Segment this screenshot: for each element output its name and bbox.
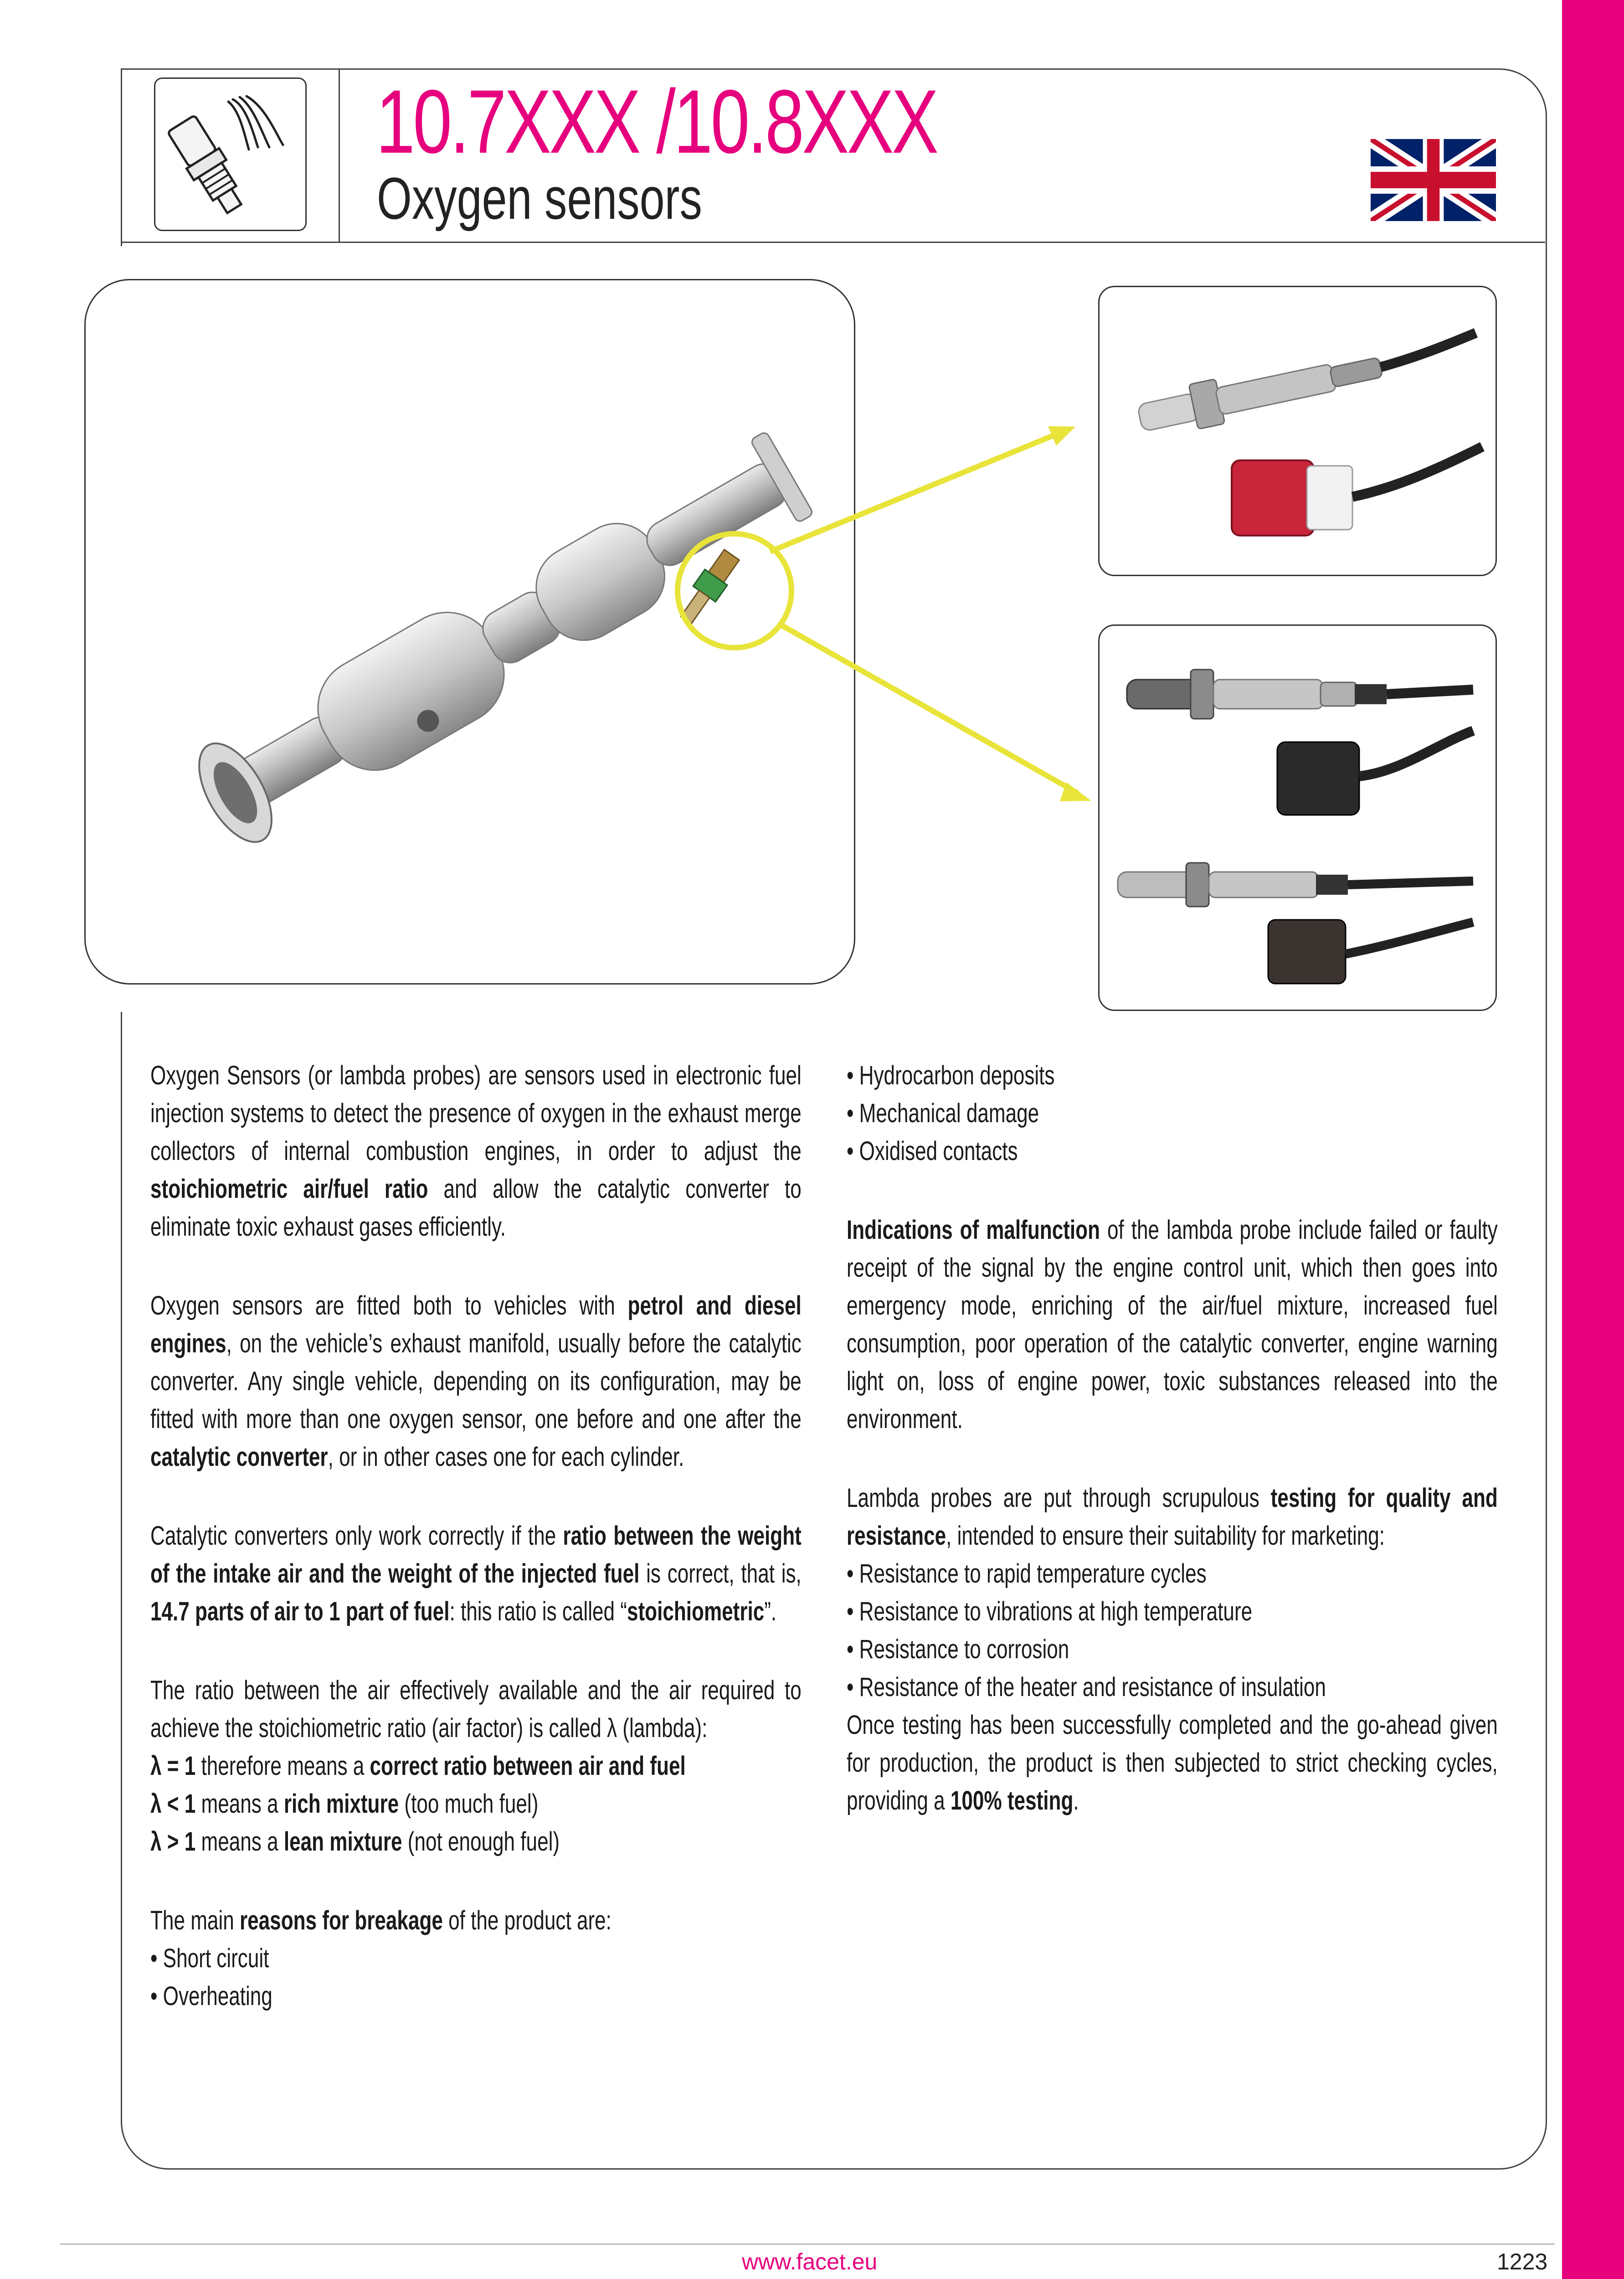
uk-flag-icon: [1371, 139, 1496, 221]
stoichiometric-paragraph: Catalytic converters only work correctly if the ratio between the weight of the intake air and the weight of the injected fuel is correct, that is, 14.7 parts of air to 1 part of fuel: this ratio is called “stoichiometric”.: [150, 1521, 802, 1626]
footer-divider: [60, 2243, 1555, 2245]
test-item: • Resistance to corrosion: [847, 1634, 1069, 1664]
header-divider-line: [122, 242, 1545, 243]
breakage-item: • Mechanical damage: [847, 1098, 1039, 1128]
breakage-item: • Oxidised contacts: [847, 1136, 1018, 1166]
lambda-line: λ > 1 means a lean mixture (not enough fuel): [150, 1827, 560, 1856]
testing-paragraph: Lambda probes are put through scrupulous testing for quality and resistance, intended to ensure their suitability for marketing:: [847, 1483, 1498, 1551]
lambda-paragraph: The ratio between the air effectively available and the air required to achieve the stoichiometric ratio (air factor) is called λ (lambda):: [150, 1676, 802, 1743]
intro-paragraph: Oxygen Sensors (or lambda probes) are sensors used in electronic fuel injection systems to detect the presence of oxygen in the exhaust merge collectors of internal combustion engines, in order to adjust the stoichiometric air/fuel ratio and allow the catalytic converter to eliminate toxic exhaust gases efficiently.: [150, 1061, 802, 1242]
footer-website-link[interactable]: www.facet.eu: [742, 2249, 878, 2274]
oxygen-sensor-icon: [154, 77, 307, 231]
checking-paragraph: Once testing has been successfully completed and the go-ahead given for production, the product is then subjected to strict checking cycles, providing a 100% testing.: [847, 1710, 1498, 1815]
test-item: • Resistance to rapid temperature cycles: [847, 1559, 1207, 1588]
lambda-line: λ < 1 means a rich mixture (too much fuel): [150, 1789, 539, 1819]
breakage-intro: The main reasons for breakage of the product are:: [150, 1906, 612, 1935]
right-text-column: [847, 1057, 1498, 1820]
accent-side-bar: [1562, 0, 1624, 2279]
page-number: 1223: [1497, 2249, 1548, 2274]
malfunction-paragraph: Indications of malfunction of the lambda probe include failed or faulty receipt of the signal by the engine control unit, which then goes into emergency mode, enriching of the air/fuel mixture, increased fuel consumption, poor operation of the catalytic converter, engine warning light on, loss of engine power, toxic substances released into the environment.: [847, 1215, 1498, 1434]
breakage-item: • Overheating: [150, 1981, 272, 2011]
test-item: • Resistance to vibrations at high temperature: [847, 1597, 1253, 1626]
oxygen-sensor-red-connector-image: [1098, 286, 1497, 576]
product-category-title: Oxygen sensors: [377, 165, 702, 232]
fitting-paragraph: Oxygen sensors are fitted both to vehicles with petrol and diesel engines, on the vehicle’s exhaust manifold, usually before the catalytic converter. Any single vehicle, depending on its configuration, may be fitted with more than one oxygen sensor, one before and one after the catalytic converter, or in other cases one for each cylinder.: [150, 1291, 802, 1472]
wideband-oxygen-sensors-image: [1098, 624, 1497, 1011]
breakage-item: • Hydrocarbon deposits: [847, 1061, 1055, 1090]
product-code-title: 10.7XXX /10.8XXX: [376, 71, 937, 172]
test-item: • Resistance of the heater and resistance of insulation: [847, 1672, 1326, 1702]
left-text-column: [150, 1057, 802, 2015]
header-vertical-divider: [339, 68, 340, 242]
catalytic-converter-image: [84, 279, 855, 985]
breakage-item: • Short circuit: [150, 1944, 269, 1973]
lambda-line: λ = 1 therefore means a correct ratio between air and fuel: [150, 1751, 686, 1781]
